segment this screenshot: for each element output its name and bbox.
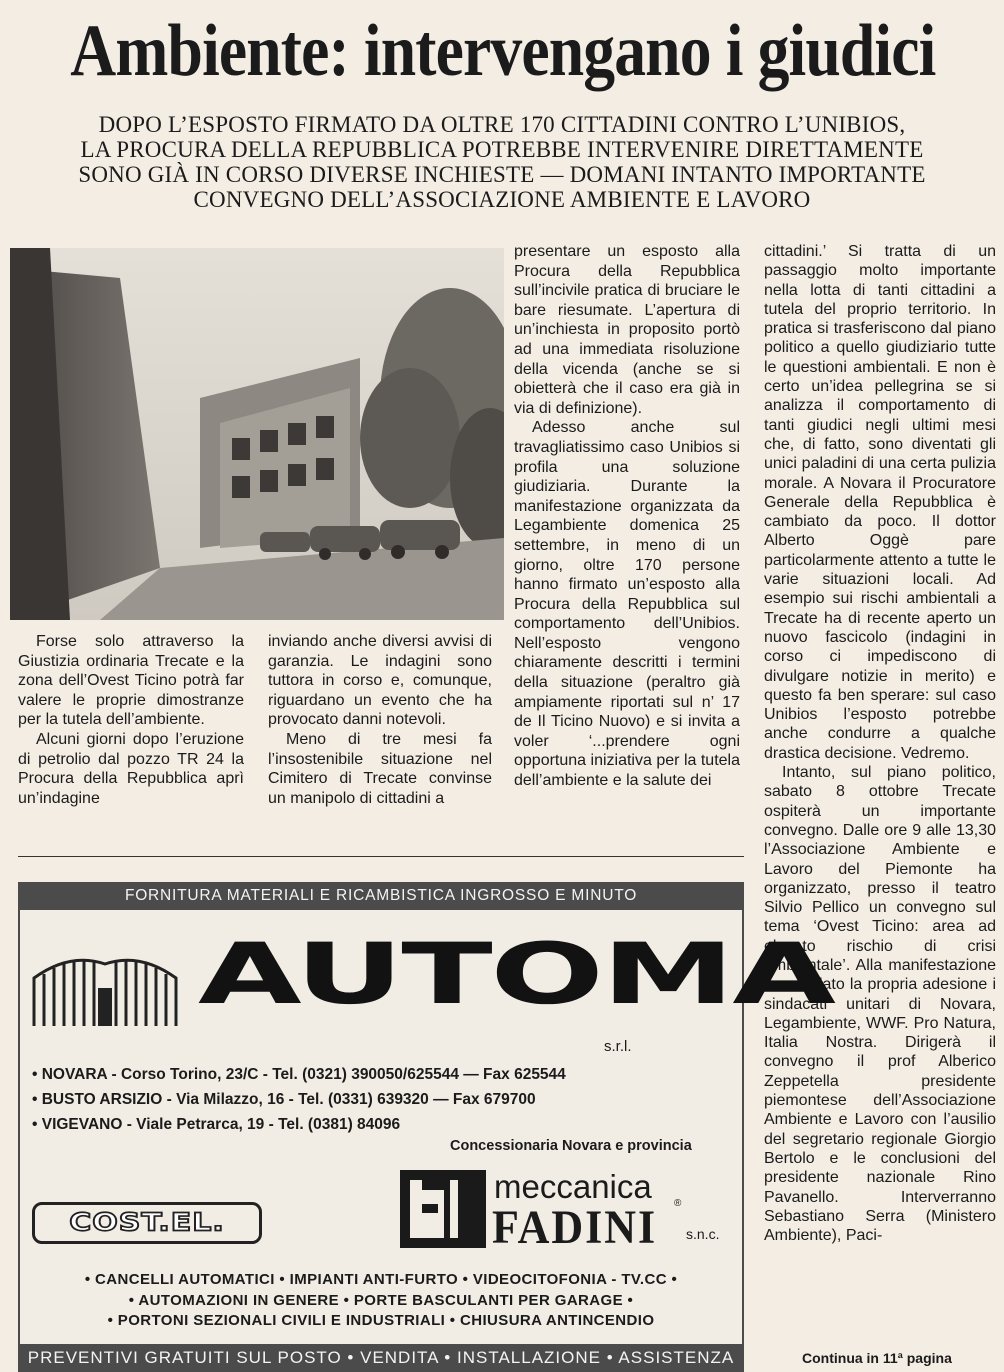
costel-logo-text: COST.EL. [69, 1208, 225, 1237]
automa-advertisement [18, 882, 834, 1372]
deck-line: CONVEGNO DELL’ASSOCIAZIONE AMBIENTE E LAVORO [193, 187, 811, 212]
column-4 [764, 242, 996, 1245]
paragraph: Intanto, sul piano politico, sabato 8 ottobre Trecate ospiterà un importante convegno. Dalle ore 9 alle 13,30 l’Associazione Ambiente e Lavoro del Piemonte ha organizzato, presso il teatro Silvio Pellico un convegno sul tema ‘Ovest Ticino: area ad elevato rischio di crisi ambientale’. Alla manifestazione hanno dato la propria adesione i sindacati unitari di Novara, Legambiente, WWF. Pro Natura, Italia Nostra. Dirigerà il convegno il prof Alberico Zeppetella presidente piemontese dell’Associazione Ambiente e Lavoro con l’ausilio del segretario regionale Giorgio Bertolo e le conclusioni del presidente nazionale Rino Pavanello. Interverranno Sebastiano Serra (Ministero Ambiente), Paci- [764, 764, 996, 1245]
contact-line: • BUSTO ARSIZIO - Via Milazzo, 16 - Tel. (0331) 639320 — Fax 679700 [32, 1091, 536, 1108]
gate-logo-icon [30, 948, 180, 1028]
fadini-suffix: s.n.c. [686, 1226, 720, 1242]
deck [0, 112, 1004, 212]
registered-mark: ® [674, 1198, 682, 1209]
paragraph: Forse solo attraverso la Giustizia ordinaria Trecate e la zona dell’Ovest Ticino potrà far valere le proprie dimostranze per la tutela dell’ambiente. [18, 633, 244, 729]
service-line: • AUTOMAZIONI IN GENERE • PORTE BASCULANTI PER GARAGE • [128, 1291, 634, 1309]
paragraph: Adesso anche sul travagliatissimo caso Unibios si profila una soluzione giudiziaria. Durante la manifestazione organizzata da Legambiente domenica 25 settembre, in meno di un giorno, oltre 170 persone hanno firmato un’esposto alla Procura della Repubblica sul comportamento dell’Unibios. Nell’esposto vengono chiaramente descritti i termini della situazione (peraltro già ampiamente riportati sul n’ 17 de Il Ticino Nuovo) e si invita a voler ‘...prendere ogni opportuna iniziativa per la tutela dell’ambiente e la salute dei [514, 419, 740, 790]
contact-line: • VIGEVANO - Viale Petrarca, 19 - Tel. (0381) 84096 [32, 1116, 401, 1133]
automa-brand: AUTOMA [198, 925, 834, 1024]
contact-line: • NOVARA - Corso Torino, 23/C - Tel. (0321) 390050/625544 — Fax 625544 [32, 1066, 566, 1083]
continua-note: Continua in 11ª pagina [802, 1350, 952, 1366]
factory-street-illustration [10, 248, 504, 620]
paragraph: presentare un esposto alla Procura della Repubblica sull’incivile pratica di bruciare le bare riesumate. L’apertura di un’inchiesta in proposito portò ad una immediata risoluzione della vicenda (anche se si obietterà che il caso era già in via di definizione). [514, 243, 740, 417]
column-2 [268, 632, 492, 808]
divider [18, 856, 744, 857]
column-3 [514, 242, 740, 791]
paragraph: Alcuni giorni dopo l’eruzione di petrolio dal pozzo TR 24 la Procura della Repubblica aprì un’indagine [18, 730, 244, 807]
factory-street-photo [10, 248, 504, 620]
paragraph: cittadini.’ Si tratta di un passaggio molto importante nella lotta di tanti cittadini a tutela del proprio territorio. In pratica si trasferiscono dal piano politico a quello giudiziario tutte le questioni ambientali. E non è certo un’idea pellegrina se si analizza il comportamento di tanti giudici negli ultimi mesi che, di fatto, sono diventati gli unici paladini di una certa pulizia morale. A Novara il Procuratore Generale della Repubblica è cambiato da poco. Il dottor Alberto Oggè pare particolarmente attento a tutte le varie situazioni locali. Ad esempio sui rischi ambientali a Trecate ha di recente aperto un nuovo fascicolo (indagini in corso ci impediscono di divulgare notizie in merito) e questo fa ben sperare: sul caso Unibios l’esposto potrebbe anche condurre a qualche drastica decisione. Vedremo. [764, 243, 996, 762]
service-line: • CANCELLI AUTOMATICI • IMPIANTI ANTI-FURTO • VIDEOCITOFONIA - TV.CC • [84, 1271, 678, 1288]
services-list [18, 1270, 744, 1332]
fadini-tagline: meccanica [494, 1168, 652, 1205]
headline: Ambiente: intervengano i giudici [70, 10, 936, 92]
costel-logo [32, 1202, 262, 1244]
column-1 [18, 632, 244, 808]
fadini-brand: FADINI [492, 1200, 658, 1254]
deck-line: DOPO L’ESPOSTO FIRMATO DA OLTRE 170 CITTADINI CONTRO L’UNIBIOS, [98, 112, 906, 137]
deck-line: LA PROCURA DELLA REPUBBLICA POTREBBE INTERVENIRE DIRETTAMENTE [80, 137, 924, 162]
ad-bottom-bar: PREVENTIVI GRATUITI SUL POSTO • VENDITA • INSTALLAZIONE • ASSISTENZA [18, 1344, 744, 1372]
concessionaria-label: Concessionaria Novara e provincia [450, 1138, 692, 1154]
service-line: • PORTONI SEZIONALI CIVILI E INDUSTRIALI • CHIUSURA ANTINCENDIO [107, 1312, 655, 1329]
fadini-logo-icon [400, 1170, 486, 1248]
brand-suffix: s.r.l. [604, 1038, 632, 1055]
contact-list [32, 1062, 566, 1137]
paragraph: inviando anche diversi avvisi di garanzia. Le indagini sono tuttora in corso e, comunque, riguardano un evento che ha provocato danni notevoli. [268, 633, 492, 729]
paragraph: Meno di tre mesi fa l’insostenibile situazione nel Cimitero di Trecate convinse un manipolo di cittadini a [268, 730, 492, 807]
deck-line: SONO GIÀ IN CORSO DIVERSE INCHIESTE — DOMANI INTANTO IMPORTANTE [78, 162, 926, 187]
ad-top-bar: FORNITURA MATERIALI E RICAMBISTICA INGROSSO E MINUTO [18, 882, 744, 910]
